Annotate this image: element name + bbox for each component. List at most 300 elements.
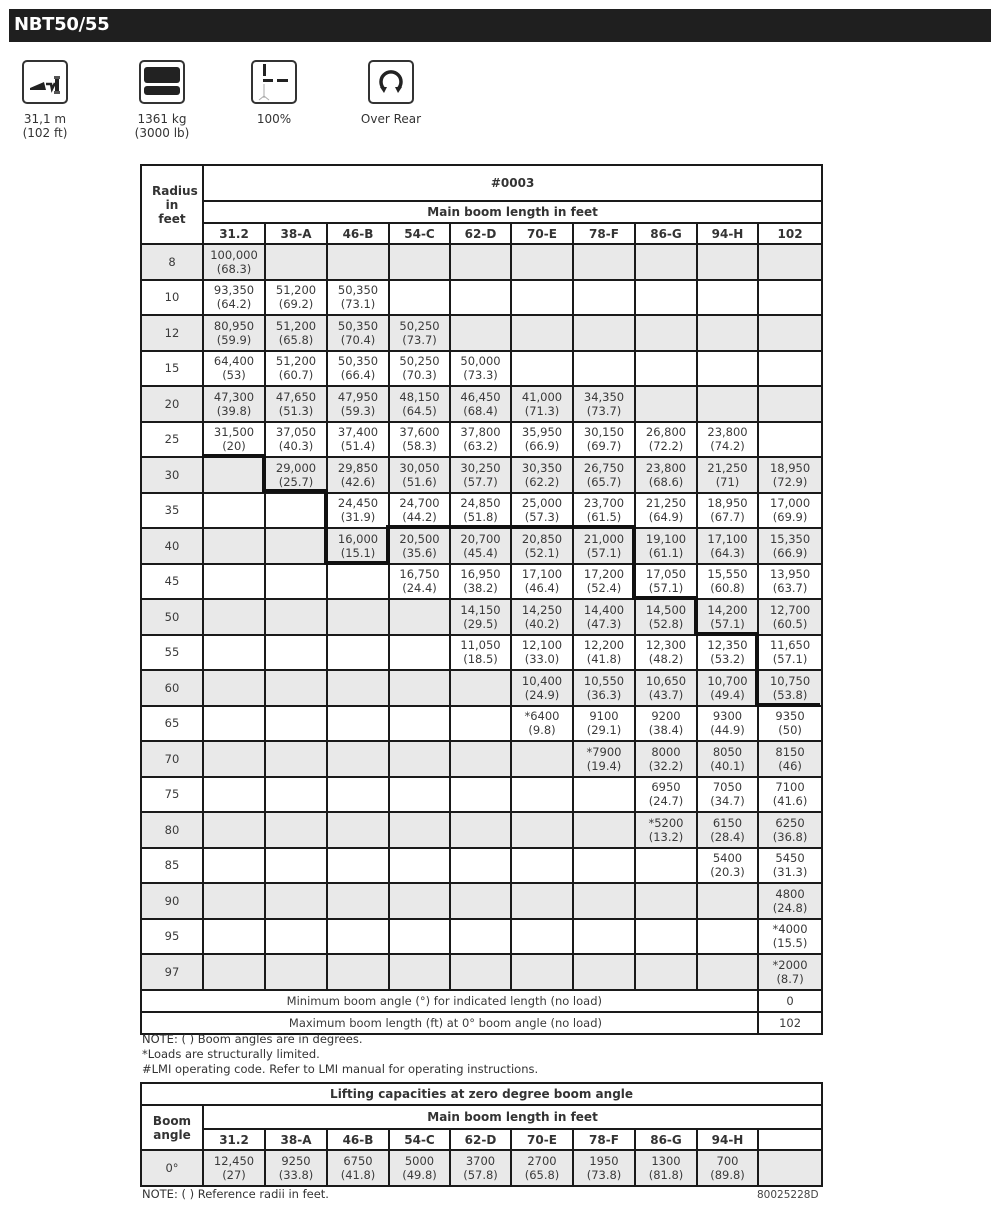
capacity-cell [450,422,511,458]
table-row [141,883,822,919]
boom-angle-value: (61.5) [586,510,622,525]
table-row [141,777,822,813]
capacity-cell [635,1150,697,1186]
table-row [141,457,822,493]
empty-cell [635,848,697,884]
boom-angle-value: (13.2) [648,829,684,844]
capacity-cell [758,919,822,955]
boom-angle-value: (52.1) [524,545,560,560]
capacity-cell [265,280,327,316]
boom-angle-value: (32.2) [648,758,684,773]
load-value: 50,250 [399,318,440,333]
capacity-cell [203,422,265,458]
max-length-value: 102 [758,1012,822,1034]
capacity-cell [697,493,758,529]
capacity-cell [450,493,511,529]
load-value: 47,650 [275,389,317,404]
reference-radius-value: (27) [222,1168,246,1182]
capacity-cell [389,528,450,564]
column-header: 86-G [635,223,697,244]
empty-cell [203,919,265,955]
capacity-cell [389,315,450,351]
load-value: 51,200 [275,318,317,333]
radius-cell: 25 [141,422,203,458]
reference-radius-value: (65.8) [524,1168,560,1182]
capacity-cell [635,777,697,813]
boom-angle-value: (38.2) [463,581,498,596]
empty-cell [327,812,389,848]
empty-cell [203,954,265,990]
load-value: 700 [716,1154,739,1168]
boom-angle-value: (71.3) [524,403,560,418]
min-angle-label: Minimum boom angle (°) for indicated length (no load) [141,990,758,1012]
load-value: 50,000 [460,354,501,369]
boom-angle-value: (50) [778,723,802,738]
boom-angle-cell: 0° [141,1150,203,1186]
load-value: 7050 [712,780,743,795]
lmi-code: #0003 [203,165,822,201]
load-value: 12,700 [769,602,811,617]
boom-angle-value: (73.3) [463,368,498,383]
table-row [141,741,822,777]
radius-cell: 35 [141,493,203,529]
empty-cell [450,883,511,919]
capacity-cell [327,315,389,351]
boom-angle-value: (69.9) [772,510,808,525]
spec-counterweight: 1361 kg (3000 lb) [117,60,207,140]
boom-angle-value: (51.6) [402,474,437,489]
load-value: 9200 [651,709,681,724]
empty-cell [573,848,635,884]
load-value: 14,400 [583,602,625,617]
table-row [141,812,822,848]
capacity-cell [573,528,635,564]
load-value: 17,100 [707,531,748,546]
boom-angle-value: (52.4) [586,581,622,596]
column-header: 31.2 [203,1129,265,1150]
boom-angle-value: (19.4) [586,758,622,773]
load-value: 18,950 [769,460,811,475]
boom-angle-value: (63.7) [772,581,808,596]
empty-cell [573,244,635,280]
load-value: 9350 [775,709,805,724]
load-value: 21,000 [583,531,625,546]
boom-angle-value: (40.2) [524,616,560,631]
load-value: 8000 [651,744,681,759]
radius-cell: 60 [141,670,203,706]
capacity-cell [697,670,758,706]
empty-cell [758,315,822,351]
load-value: 14,200 [707,602,748,617]
capacity-cell [573,493,635,529]
capacity-cell [758,493,822,529]
capacity-cell [265,457,327,493]
outrigger-extension-icon [251,60,297,104]
table-row [141,315,822,351]
empty-cell [327,635,389,671]
radius-cell: 65 [141,706,203,742]
capacity-cell [511,422,573,458]
boom-angle-value: (61.1) [648,545,684,560]
capacity-cell [203,244,265,280]
boom-angle-value: (51.3) [278,403,314,418]
boom-angle-value: (33.0) [524,652,560,667]
capacity-cell [697,741,758,777]
column-header: 38-A [265,223,327,244]
boom-length-header: Main boom length in feet [203,201,822,223]
empty-cell [327,777,389,813]
empty-cell [327,848,389,884]
load-value: 37,400 [337,425,379,440]
empty-cell [327,741,389,777]
load-value: 30,150 [583,425,625,440]
load-value: 23,800 [707,425,748,440]
load-value: *6400 [524,709,560,724]
empty-cell [573,315,635,351]
empty-cell [450,315,511,351]
empty-cell [511,812,573,848]
boom-angle-value: (47.3) [586,616,622,631]
load-value: 10,400 [521,673,563,688]
capacity-cell [327,528,389,564]
load-value: 12,100 [521,638,563,653]
capacity-cell [327,386,389,422]
boom-angle-value: (64.5) [402,403,437,418]
boom-angle-value: (57.1) [586,545,622,560]
capacity-cell [450,528,511,564]
table-row [141,635,822,671]
boom-angle-value: (68.4) [463,403,498,418]
load-value: 10,550 [583,673,625,688]
empty-cell [265,812,327,848]
boom-angle-value: (74.2) [710,439,745,454]
load-value: 12,350 [707,638,748,653]
reference-radius-value: (33.8) [278,1168,314,1182]
load-value: 5000 [404,1154,435,1168]
empty-cell [327,670,389,706]
capacity-cell [327,422,389,458]
column-header: 46-B [327,223,389,244]
empty-cell [573,883,635,919]
load-value: 7100 [775,780,805,795]
table-row [141,493,822,529]
table-row [141,528,822,564]
capacity-cell [697,635,758,671]
boom-angle-value: (42.6) [340,474,376,489]
radius-cell: 15 [141,351,203,387]
capacity-cell [758,564,822,600]
radius-cell: 97 [141,954,203,990]
empty-cell [511,848,573,884]
boom-angle-value: (72.9) [772,474,808,489]
load-value: 15,550 [707,567,748,582]
empty-cell [265,706,327,742]
radius-cell: 80 [141,812,203,848]
boom-angle-value: (44.9) [710,723,745,738]
load-value: 6150 [712,815,743,830]
column-header: 78-F [573,1129,635,1150]
load-value: 20,700 [460,531,501,546]
footer-note: NOTE: ( ) Reference radii in feet. [142,1187,329,1201]
capacity-cell [265,351,327,387]
empty-cell [389,954,450,990]
radius-cell: 30 [141,457,203,493]
empty-cell [389,777,450,813]
empty-cell [573,777,635,813]
boom-angle-value: (67.7) [710,510,745,525]
capacity-cell [327,493,389,529]
load-value: 24,450 [337,496,379,511]
capacity-cell [389,351,450,387]
load-value: 20,850 [521,531,563,546]
capacity-cell [573,1150,635,1186]
boom-angle-value: (15.5) [772,936,808,951]
empty-cell [203,848,265,884]
radius-cell: 8 [141,244,203,280]
reference-radius-value: (89.8) [710,1168,745,1182]
load-value: 50,350 [337,318,379,333]
load-value: 50,250 [399,354,440,369]
radius-cell: 95 [141,919,203,955]
boom-angle-value: (46.4) [524,581,560,596]
table-row [141,422,822,458]
capacity-cell [450,1150,511,1186]
empty-cell [450,670,511,706]
load-value: 46,450 [460,389,501,404]
load-value: 11,650 [769,638,811,653]
boom-angle-value: (28.4) [710,829,745,844]
capacity-cell [635,457,697,493]
empty-cell [265,848,327,884]
boom-angle-value: (64.2) [216,297,252,312]
radius-cell: 12 [141,315,203,351]
boom-angle-value: (15.1) [340,545,376,560]
boom-angle-value: (40.1) [710,758,745,773]
radius-cell: 90 [141,883,203,919]
empty-cell [389,848,450,884]
empty-cell [265,670,327,706]
boom-angle-value: (64.3) [710,545,745,560]
boom-angle-value: (41.6) [772,794,808,809]
load-value: 37,050 [275,425,317,440]
load-value: 47,950 [337,389,379,404]
radius-cell: 10 [141,280,203,316]
load-value: 1300 [651,1154,681,1168]
boom-angle-value: (44.2) [402,510,437,525]
table-row [141,599,822,635]
capacity-cell [697,457,758,493]
boom-angle-value: (20) [222,439,246,454]
empty-cell [203,493,265,529]
load-value: 17,000 [769,496,811,511]
boom-angle-value: (8.7) [776,971,804,986]
boom-angle-value: (41.8) [586,652,622,667]
capacity-cell [697,777,758,813]
boom-angle-value: (66.9) [772,545,808,560]
table-row [141,280,822,316]
capacity-cell [511,493,573,529]
empty-cell [573,919,635,955]
empty-cell [758,351,822,387]
load-value: 31,500 [213,425,255,440]
table-row [141,670,822,706]
capacity-cell [573,386,635,422]
empty-cell [389,280,450,316]
empty-cell [511,919,573,955]
empty-cell [327,883,389,919]
boom-angle-value: (66.9) [524,439,560,454]
boom-angle-value: (34.7) [710,794,745,809]
boom-angle-value: (40.3) [278,439,314,454]
boom-angle-value: (53.8) [772,687,808,702]
title-bar [9,9,991,42]
max-length-label: Maximum boom length (ft) at 0° boom angle (no load) [141,1012,758,1034]
boom-angle-value: (60.7) [278,368,314,383]
load-value: 26,750 [583,460,625,475]
capacity-cell [635,599,697,635]
note-structural: *Loads are structurally limited. [142,1047,320,1061]
reference-radius-value: (49.8) [402,1168,437,1182]
capacity-cell [635,564,697,600]
load-value: 9250 [281,1154,311,1168]
empty-cell [203,883,265,919]
empty-cell [573,280,635,316]
capacity-cell [511,528,573,564]
boom-angle-value: (24.9) [524,687,560,702]
empty-cell [265,954,327,990]
empty-cell [389,670,450,706]
capacity-cell [511,670,573,706]
capacity-cell [511,386,573,422]
load-value: 21,250 [645,496,687,511]
empty-cell [697,883,758,919]
empty-cell [635,315,697,351]
empty-cell [389,812,450,848]
capacity-cell [450,351,511,387]
table-row [141,386,822,422]
empty-cell [635,244,697,280]
spec-boom-length: 31,1 m (102 ft) [0,60,90,140]
load-value: 37,800 [460,425,501,440]
empty-cell [265,244,327,280]
document-code: 80025228D [757,1189,819,1201]
capacity-cell [573,670,635,706]
load-value: *4000 [772,922,808,937]
boom-angle-value: (24.4) [402,581,437,596]
zero-angle-table [140,1082,823,1187]
empty-cell [758,422,822,458]
boom-angle-value: (57.3) [524,510,560,525]
load-value: 51,200 [275,283,317,298]
empty-cell [450,280,511,316]
boom-angle-value: (58.3) [402,439,437,454]
load-value: 100,000 [210,247,258,262]
boom-angle-value: (52.8) [648,616,684,631]
boom-angle-value: (62.2) [524,474,560,489]
empty-cell [389,741,450,777]
empty-cell [511,280,573,316]
capacity-cell [511,635,573,671]
capacity-cell [203,1150,265,1186]
boom-angle-value: (68.6) [648,474,684,489]
capacity-cell [573,457,635,493]
spec-rotation: Over Rear [346,60,436,126]
load-value: 34,350 [583,389,625,404]
column-header: 46-B [327,1129,389,1150]
empty-cell [511,883,573,919]
boom-angle-value: (57.1) [710,616,745,631]
column-header [758,1129,822,1150]
load-value: 5400 [712,851,743,866]
empty-cell [697,351,758,387]
empty-cell [203,564,265,600]
capacity-cell [389,564,450,600]
capacity-cell [450,599,511,635]
capacity-cell [573,599,635,635]
empty-cell [450,848,511,884]
capacity-cell [389,457,450,493]
boom-angle-value: (73.7) [586,403,622,418]
capacity-cell [389,493,450,529]
capacity-cell [758,528,822,564]
empty-cell [327,599,389,635]
load-value: 17,200 [583,567,625,582]
capacity-cell [758,954,822,990]
boom-angle-value: (25.7) [278,474,314,489]
radius-cell: 75 [141,777,203,813]
capacity-cell [758,741,822,777]
boom-angle-value: (49.4) [710,687,745,702]
empty-cell [697,954,758,990]
boom-angle-value: (60.8) [710,581,745,596]
radius-cell: 85 [141,848,203,884]
boom-length-icon [22,60,68,104]
empty-cell [389,599,450,635]
empty-cell [450,919,511,955]
boom-angle-value: (69.2) [278,297,314,312]
boom-angle-value: (20.3) [710,865,745,880]
load-value: 23,700 [583,496,625,511]
empty-cell [265,599,327,635]
capacity-cell [389,422,450,458]
capacity-cell [635,812,697,848]
boom-angle-value: (57.7) [463,474,498,489]
load-value: 13,950 [769,567,811,582]
capacity-cell [450,457,511,493]
empty-cell [573,812,635,848]
capacity-cell [697,599,758,635]
boom-angle-value: (53) [222,368,246,383]
column-header: 62-D [450,223,511,244]
load-value: 6250 [775,815,805,830]
load-value: 11,050 [460,638,501,653]
column-header: 94-H [697,1129,758,1150]
capacity-cell [697,1150,758,1186]
boom-angle-value: (73.1) [340,297,376,312]
load-value: 30,250 [460,460,501,475]
empty-cell [203,812,265,848]
boom-angle-header: Boom angle [141,1105,203,1150]
empty-cell [265,528,327,564]
empty-cell [573,351,635,387]
radius-header: Radius in feet [141,165,203,244]
empty-cell [265,741,327,777]
boom-angle-value: (24.7) [648,794,684,809]
column-header: 38-A [265,1129,327,1150]
column-header: 70-E [511,223,573,244]
capacity-cell [327,280,389,316]
capacity-cell [635,670,697,706]
